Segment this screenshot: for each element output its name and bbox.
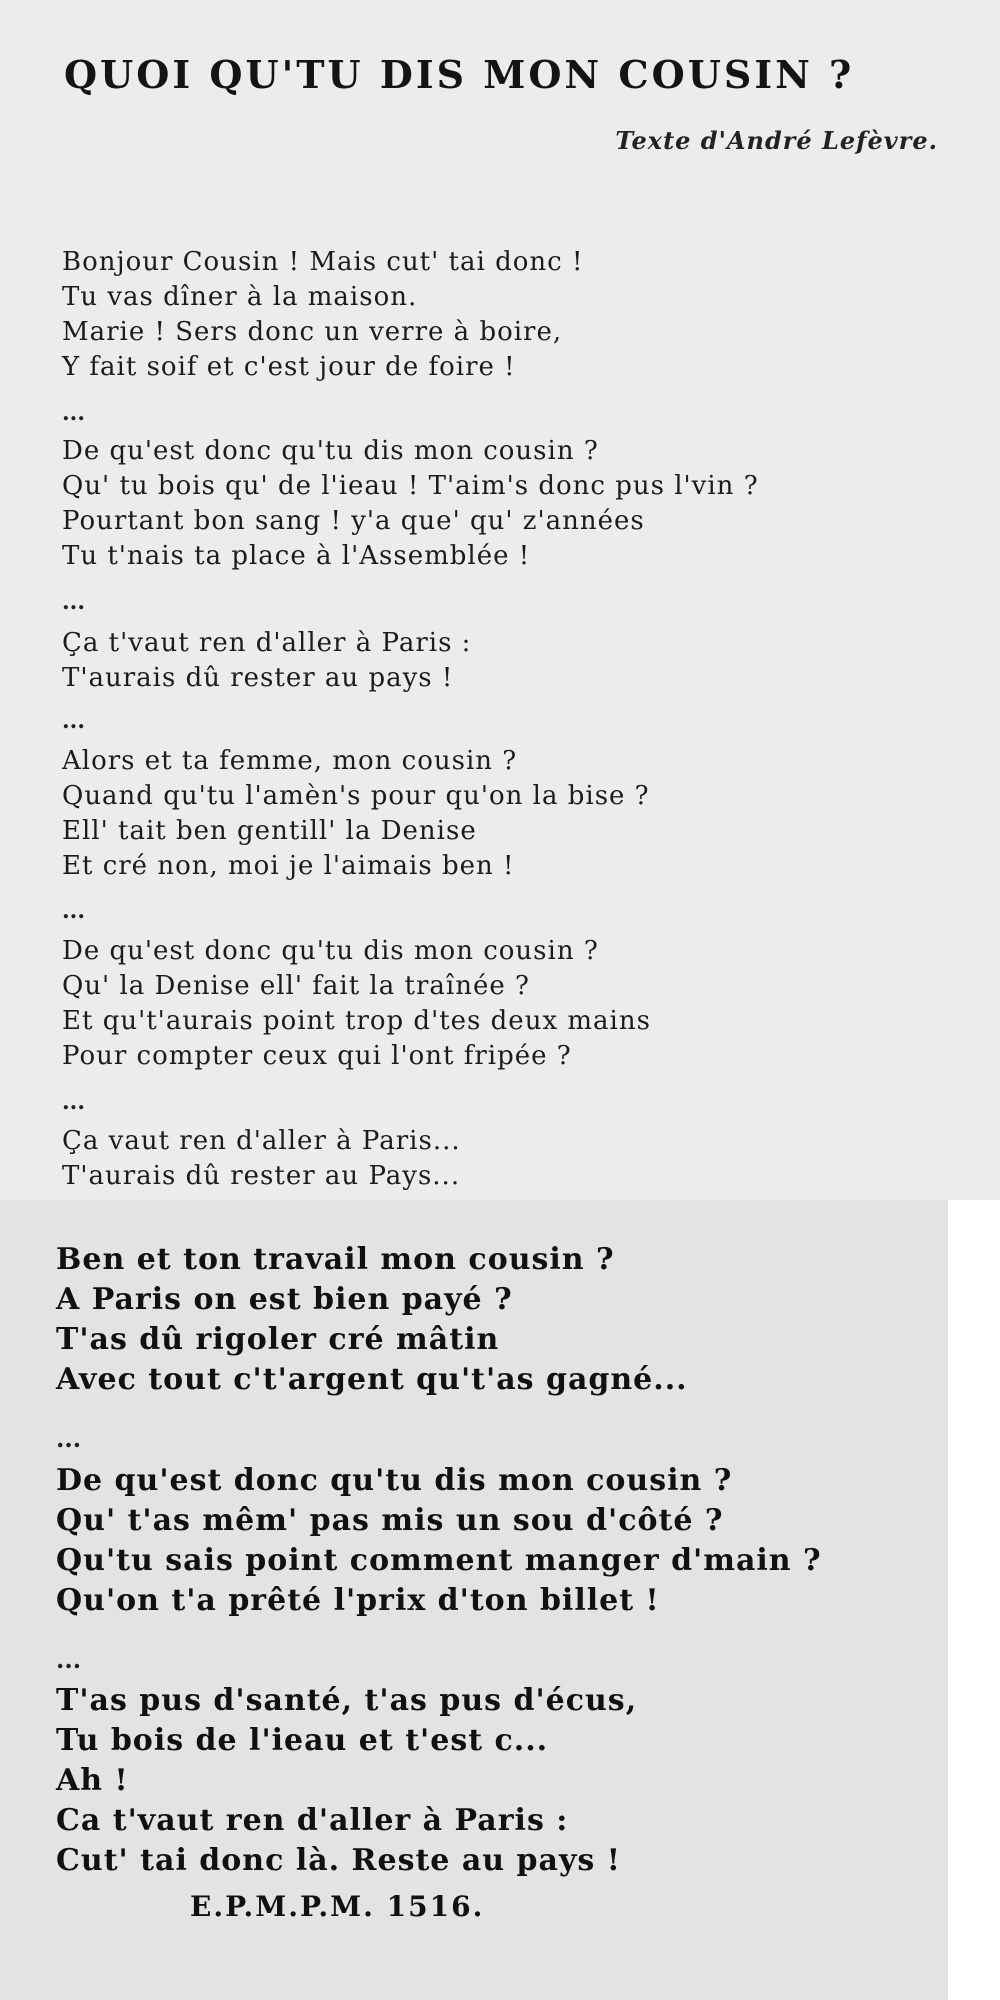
- verse-line: Cut' tai donc là. Reste au pays !: [56, 1843, 621, 1878]
- verse-line: Pourtant bon sang ! y'a que' qu' z'années: [62, 506, 645, 536]
- stanza-3: [62, 626, 471, 696]
- verse-line: Y fait soif et c'est jour de foire !: [62, 352, 516, 382]
- verse-line: Ca t'vaut ren d'aller à Paris :: [56, 1803, 569, 1838]
- verse-line: Tu vas dîner à la maison.: [62, 282, 418, 312]
- verse-line: Tu t'nais ta place à l'Assemblée !: [62, 541, 531, 571]
- verse-line: Alors et ta femme, mon cousin ?: [62, 746, 518, 776]
- verse-line: De qu'est donc qu'tu dis mon cousin ?: [62, 936, 599, 966]
- verse-line: T'aurais dû rester au pays !: [62, 663, 454, 693]
- verse-line: Quand qu'tu l'amèn's pour qu'on la bise ?: [62, 781, 650, 811]
- verse-line: Pour compter ceux qui l'ont fripée ?: [62, 1041, 572, 1071]
- stanza-9: [56, 1681, 637, 1881]
- verse-line: A Paris on est bien payé ?: [56, 1282, 513, 1317]
- verse-line: T'aurais dû rester au Pays...: [62, 1161, 461, 1191]
- stanza-1: [62, 245, 583, 385]
- verse-line: De qu'est donc qu'tu dis mon cousin ?: [62, 436, 599, 466]
- verse-line: Ça vaut ren d'aller à Paris...: [62, 1126, 461, 1156]
- verse-line: Bonjour Cousin ! Mais cut' tai donc !: [62, 247, 584, 277]
- stanza-separator: ...: [56, 1424, 82, 1453]
- verse-line: Ça t'vaut ren d'aller à Paris :: [62, 628, 472, 658]
- verse-line: Marie ! Sers donc un verre à boire,: [62, 317, 563, 347]
- stanza-separator: ...: [62, 400, 85, 426]
- verse-line: Et cré non, moi je l'aimais ben !: [62, 851, 515, 881]
- author-credit: Texte d'André Lefèvre.: [615, 126, 938, 155]
- verse-line: T'as pus d'santé, t'as pus d'écus,: [56, 1683, 638, 1718]
- print-reference: E.P.M.P.M. 1516.: [190, 1890, 485, 1923]
- song-title: QUOI QU'TU DIS MON COUSIN ?: [64, 52, 855, 97]
- verse-line: T'as dû rigoler cré mâtin: [56, 1322, 500, 1357]
- verse-line: Ben et ton travail mon cousin ?: [56, 1242, 615, 1277]
- verse-line: De qu'est donc qu'tu dis mon cousin ?: [56, 1463, 733, 1498]
- verse-line: Avec tout c't'argent qu't'as gagné...: [56, 1362, 688, 1397]
- stanza-separator: ...: [62, 1089, 85, 1115]
- verse-line: Tu bois de l'ieau et t'est c...: [56, 1723, 549, 1758]
- stanza-separator: ...: [62, 708, 85, 734]
- verse-line: Ell' tait ben gentill' la Denise: [62, 816, 477, 846]
- verse-line: Qu'on t'a prêté l'prix d'ton billet !: [56, 1583, 660, 1618]
- verse-line: Qu' t'as mêm' pas mis un sou d'côté ?: [56, 1503, 724, 1538]
- verse-line: Ah !: [56, 1763, 129, 1798]
- verse-line: Qu' la Denise ell' fait la traînée ?: [62, 971, 530, 1001]
- stanza-8: [56, 1461, 822, 1621]
- stanza-4: [62, 744, 650, 884]
- stanza-separator: ...: [56, 1645, 82, 1674]
- stanza-separator: ...: [62, 898, 85, 924]
- verse-line: Et qu't'aurais point trop d'tes deux mains: [62, 1006, 651, 1036]
- stanza-7: [56, 1240, 688, 1400]
- verse-line: Qu' tu bois qu' de l'ieau ! T'aim's donc pus l'vin ?: [62, 471, 759, 501]
- stanza-6: [62, 1124, 461, 1194]
- verse-line: Qu'tu sais point comment manger d'main ?: [56, 1543, 822, 1578]
- stanza-2: [62, 434, 759, 574]
- stanza-5: [62, 934, 651, 1074]
- stanza-separator: ...: [62, 589, 85, 615]
